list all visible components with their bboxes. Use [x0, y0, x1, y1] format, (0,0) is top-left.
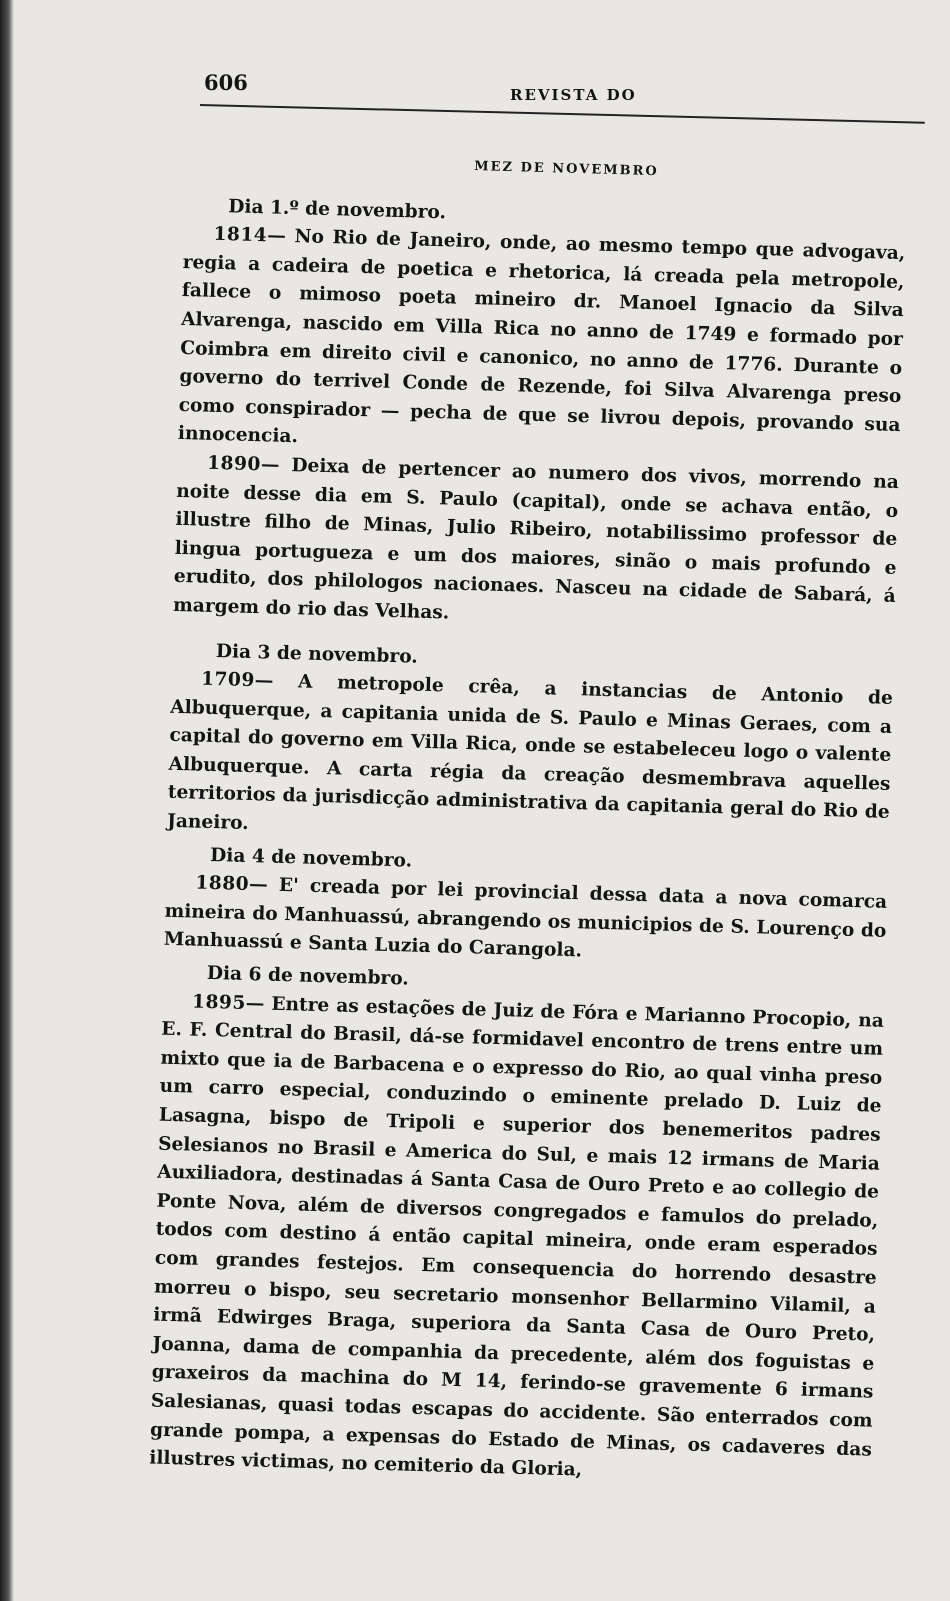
entry-year: 1814: [213, 223, 268, 247]
entry-year: 1709: [200, 668, 256, 692]
entry-paragraph: [173, 449, 900, 641]
month-title: MEZ DE NOVEMBRO: [474, 159, 659, 180]
day-heading: Dia 3 de novembro.: [215, 640, 419, 668]
entry-text: — A metropole crêa, a instancias de Antonio de Albuquerque, a capitania unida de S. Paulo e Minas Geraes, com a capital do governo em Villa Rica, onde se estabeleceu logo o valente Albuquerque. A carta régia da creação desmembrava aquelles territorios da jurisdicção administrativa da capitania geral do Rio de Janeiro.: [166, 670, 894, 835]
entry-paragraph: [178, 220, 906, 469]
entry-text: — Deixa de pertencer ao numero dos vivos, morrendo na noite desse dia em S. Paulo (capital), onde se achava então, o illustre filho de Minas, Julio Ribeiro, notabilissimo professor de lingua portugueza e um dos maiores, sinão o mais profundo e erudito, dos philologos nacionaes. Nasceu na cidade de Sabará, á margem do rio das Velhas.: [172, 454, 900, 624]
day-section: [173, 192, 907, 641]
entry-year: 1890: [206, 452, 262, 476]
entry-paragraph: [149, 987, 884, 1493]
entry-text: — E' creada por lei provincial dessa data a nova comarca mineira do Manhuassú, abrangendo os municipios de S. Lourenço do Manhuassú e Santa Luzia do Carangola.: [163, 874, 888, 962]
entry-paragraph: [167, 665, 894, 857]
day-heading: Dia 1.º de novembro.: [228, 195, 447, 223]
running-head: REVISTA DO: [510, 86, 637, 104]
page-number: 606: [204, 70, 248, 95]
day-heading: Dia 6 de novembro.: [206, 962, 410, 990]
entry-year: 1880: [195, 872, 250, 896]
entry-text: — Entre as estações de Juiz de Fóra e Marianno Procopio, na E. F. Central do Brasil, dá-se formidavel encontro de trens entre um mixto que ia de Barbacena e o expresso do Rio, ao qual vinha preso um carro especial, conduzindo o eminente prelado D. Luiz de Lasagna, bispo de Tripoli e superior dos benemeritos padres Selesianos no Brasil e America do Sul, e mais 12 irmans de Maria Auxiliadora, destinadas á Santa Casa de Ouro Preto e ao collegio de Ponte Nova, além de diversos congregados e famulos do prelado, todos com destino á então capital mineira, onde eram esperados com grandes festejos. Em consequencia do horrendo desastre morreu o bispo, seu secretario monsenhor Bellarmino Vilamil, a irmã Edwirges Braga, superiora da Santa Casa de Ouro Preto, Joanna, dama de companhia da precedente, além dos foguistas e graxeiros da machina do M 14, ferindo-se gravemente 6 irmans Salesianas, quasi todas escapas do accidente. São enterrados com grande pompa, a expensas do Estado de Minas, os cadaveres das illustres victimas, no cemiterio da Gloria,: [149, 992, 885, 1481]
day-heading: Dia 4 de novembro.: [209, 844, 413, 872]
day-section: [167, 636, 894, 856]
scan-shadow-edge: [0, 0, 14, 1601]
day-section: [163, 840, 888, 974]
page-header: [200, 70, 920, 110]
day-section: [149, 959, 885, 1494]
entry-year: 1895: [191, 991, 247, 1014]
entry-text: — No Rio de Janeiro, onde, ao mesmo tempo que advogava, regia a cadeira de poetica e rhetorica, lá creada pela metropole, fallece o mimoso poeta mineiro dr. Manoel Ignacio da Silva Alvarenga, nascido em Villa Rica no anno de 1749 e formado por Coimbra em direito civil e canonico, no anno de 1776. Durante o governo do terrivel Conde de Rezende, foi Silva Alvarenga preso como conspirador — pecha de que se livrou depois, provando sua innocencia.: [177, 225, 906, 448]
page-body: [149, 145, 908, 1493]
